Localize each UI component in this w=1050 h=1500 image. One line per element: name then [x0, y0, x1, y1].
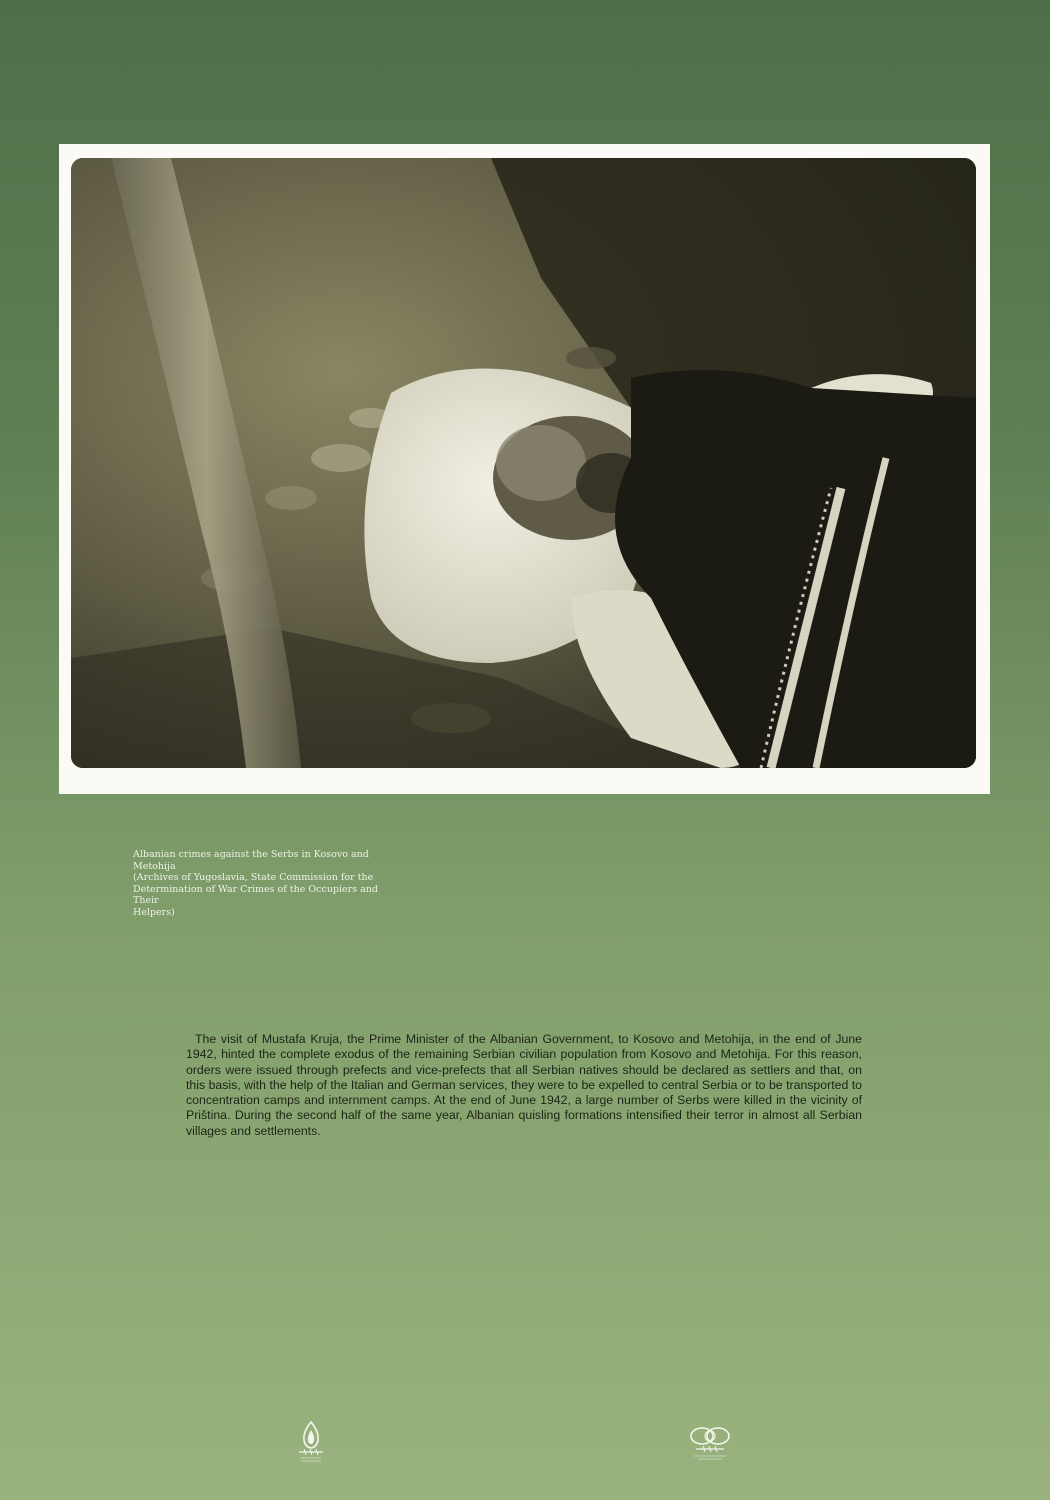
- knot-barbed-wire-logo-icon: [688, 1424, 732, 1462]
- photo-caption: [133, 849, 393, 918]
- left-footer-logo: [288, 1420, 334, 1464]
- right-footer-logo: [680, 1424, 740, 1462]
- caption-line: Helpers): [133, 906, 175, 918]
- caption-line: Albanian crimes against the Serbs in Kosovo and Metohija: [133, 849, 369, 872]
- caption-line: (Archives of Yugoslavia, State Commission for the: [133, 872, 374, 883]
- flame-barbed-wire-logo-icon: [296, 1420, 326, 1464]
- archival-photograph: [71, 158, 976, 768]
- body-paragraph: The visit of Mustafa Kruja, the Prime Minister of the Albanian Government, to Kosovo and Metohija, in the end of June 1942, hinted the complete exodus of the remaining Serbian civilian population from Kosovo and Metohija. For this reason, orders were issued through prefects and vice-prefects that all Serbian natives should be declared as settlers and that, on this basis, with the help of the Italian and German services, they were to be expelled to central Serbia or to be transported to concentration camps and internment camps. At the end of June 1942, a large number of Serbs were killed in the vicinity of Priština. During the second half of the same year, Albanian quisling formations intensified their terror in almost all Serbian villages and settlements.: [186, 1032, 862, 1138]
- photograph-image: [71, 158, 976, 768]
- photo-frame: [59, 144, 990, 794]
- caption-line: Determination of War Crimes of the Occupiers and Their: [133, 883, 378, 906]
